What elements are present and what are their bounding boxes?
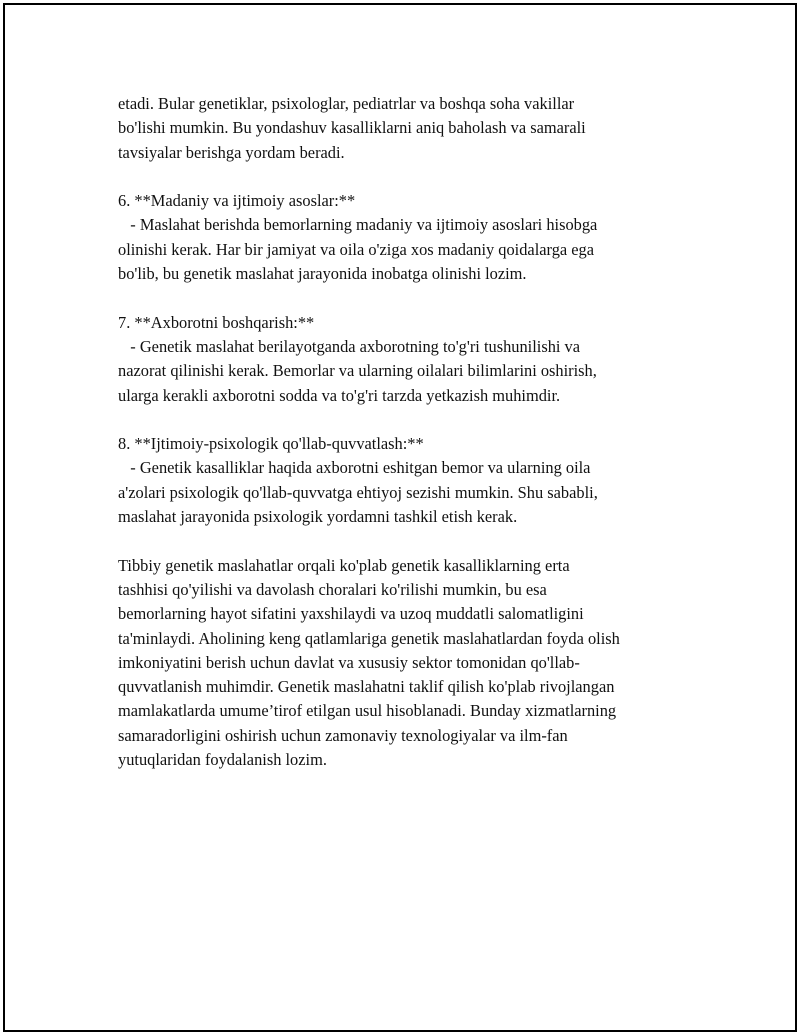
- section-heading: 7. **Axborotni boshqarish:**: [118, 312, 315, 332]
- paragraph-gap: [118, 408, 698, 432]
- text-line: tashhisi qo'yilishi va davolash choralari ko'rilishi mumkin, bu esa: [118, 579, 547, 599]
- paragraph-gap: [118, 165, 698, 189]
- document-page: [118, 92, 698, 772]
- intro-paragraph: [118, 92, 698, 165]
- paragraph-gap: [118, 529, 698, 553]
- text-line: bo'lishi mumkin. Bu yondashuv kasalliklarni aniq baholash va samarali: [118, 118, 586, 138]
- text-line: etadi. Bular genetiklar, psixologlar, pediatrlar va boshqa soha vakillar: [118, 94, 575, 113]
- text-line: - Maslahat berishda bemorlarning madaniy va ijtimoiy asoslari hisobga: [118, 215, 598, 235]
- text-line: bo'lib, bu genetik maslahat jarayonida inobatga olinishi lozim.: [118, 264, 527, 284]
- text-line: yutuqlaridan foydalanish lozim.: [118, 750, 327, 770]
- section-cultural-social: [118, 189, 698, 286]
- text-line: a'zolari psixologik qo'llab-quvvatga ehtiyoj sezishi mumkin. Shu sababli,: [118, 482, 598, 502]
- text-line: ta'minlaydi. Aholining keng qatlamlariga genetik maslahatlardan foyda olish: [118, 628, 620, 648]
- text-line: imkoniyatini berish uchun davlat va xususiy sektor tomonidan qo'llab-: [118, 652, 580, 672]
- text-line: mamlakatlarda umume’tirof etilgan usul hisoblanadi. Bunday xizmatlarning: [118, 701, 617, 721]
- conclusion-paragraph: [118, 554, 698, 773]
- text-line: samaradorligini oshirish uchun zamonaviy texnologiyalar va ilm-fan: [118, 725, 568, 745]
- paragraph-gap: [118, 286, 698, 310]
- text-line: ularga kerakli axborotni sodda va to'g'ri tarzda yetkazish muhimdir.: [118, 385, 561, 405]
- text-line: nazorat qilinishi kerak. Bemorlar va ularning oilalari bilimlarini oshirish,: [118, 361, 597, 381]
- text-line: quvvatlanish muhimdir. Genetik maslahatni taklif qilish ko'plab rivojlangan: [118, 677, 615, 697]
- section-psychological-support: [118, 432, 698, 529]
- section-heading: 8. **Ijtimoiy-psixologik qo'llab-quvvatlash:**: [118, 434, 424, 454]
- text-line: olinishi kerak. Har bir jamiyat va oila o'ziga xos madaniy qoidalarga ega: [118, 239, 595, 259]
- text-line: - Genetik kasalliklar haqida axborotni eshitgan bemor va ularning oila: [118, 458, 591, 478]
- section-information-management: [118, 311, 698, 408]
- text-line: maslahat jarayonida psixologik yordamni tashkil etish kerak.: [118, 507, 518, 527]
- section-heading: 6. **Madaniy va ijtimoiy asoslar:**: [118, 191, 356, 211]
- text-line: - Genetik maslahat berilayotganda axborotning to'g'ri tushunilishi va: [118, 336, 581, 356]
- text-line: tavsiyalar berishga yordam beradi.: [118, 142, 345, 162]
- text-line: Tibbiy genetik maslahatlar orqali ko'plab genetik kasalliklarning erta: [118, 555, 570, 575]
- text-line: bemorlarning hayot sifatini yaxshilaydi va uzoq muddatli salomatligini: [118, 604, 584, 624]
